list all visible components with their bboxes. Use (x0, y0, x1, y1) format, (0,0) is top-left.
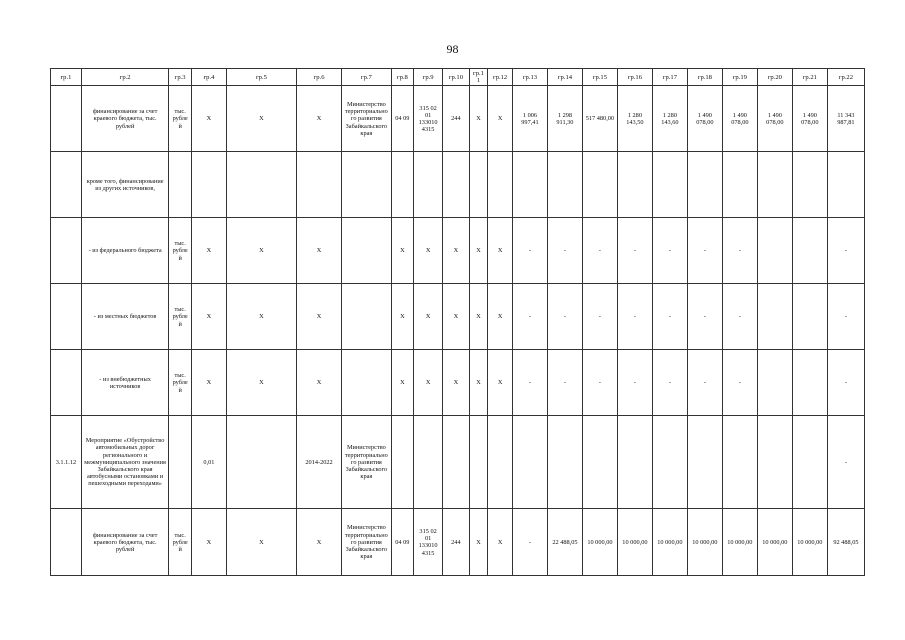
table-cell: 11 343 987,81 (827, 86, 864, 152)
table-cell: 10 000,00 (687, 509, 722, 576)
table-cell: X (488, 284, 513, 350)
table-cell (792, 152, 827, 218)
table-cell: Министерство территориального развития Забайкальского края (342, 86, 391, 152)
table-cell: 1 006 997,41 (512, 86, 547, 152)
column-header: гр.17 (652, 69, 687, 86)
table-cell: X (443, 218, 470, 284)
table-cell: Мероприятие «Обустройство автомобильных дорог регионального и межмуниципального значения Забайкальского края автобусными остановками и пешеходными переходами» (81, 416, 168, 509)
table-cell: 1 490 078,00 (757, 86, 792, 152)
table-cell: 04 09 (391, 509, 414, 576)
table-cell: тыс. рублей (169, 509, 192, 576)
column-header: гр.11 (469, 69, 488, 86)
column-header: гр.19 (722, 69, 757, 86)
table-cell: 22 488,05 (547, 509, 582, 576)
table-cell (757, 218, 792, 284)
column-header: гр.2 (81, 69, 168, 86)
table-cell (469, 152, 488, 218)
table-cell (757, 152, 792, 218)
table-cell (512, 416, 547, 509)
table-cell (757, 416, 792, 509)
table-cell: 1 490 078,00 (687, 86, 722, 152)
table-cell (722, 416, 757, 509)
table-cell (757, 284, 792, 350)
table-cell: - (512, 284, 547, 350)
table-cell: X (226, 218, 296, 284)
table-row (51, 218, 865, 284)
table-cell (827, 152, 864, 218)
table-cell: X (414, 284, 443, 350)
table-cell: X (296, 86, 341, 152)
table-cell: X (191, 350, 226, 416)
table-cell (469, 416, 488, 509)
table-row (51, 509, 865, 576)
table-cell: - из местных бюджетов (81, 284, 168, 350)
table-cell (617, 416, 652, 509)
table-cell: 10 000,00 (757, 509, 792, 576)
table-row (51, 350, 865, 416)
table-cell: - (582, 218, 617, 284)
table-cell (792, 218, 827, 284)
table-cell: - (512, 218, 547, 284)
table-cell: - из федерального бюджета (81, 218, 168, 284)
table-cell: - (512, 509, 547, 576)
table-cell: - (617, 218, 652, 284)
table-cell (414, 416, 443, 509)
table-cell (342, 152, 391, 218)
table-cell (391, 416, 414, 509)
table-cell (617, 152, 652, 218)
column-header: гр.9 (414, 69, 443, 86)
column-header: гр.20 (757, 69, 792, 86)
table-cell (443, 416, 470, 509)
column-header: гр.15 (582, 69, 617, 86)
table-row (51, 86, 865, 152)
table-cell: X (296, 218, 341, 284)
table-cell: 04 09 (391, 86, 414, 152)
column-header: гр.14 (547, 69, 582, 86)
table-cell (792, 416, 827, 509)
table-cell: X (296, 509, 341, 576)
table-cell: X (296, 350, 341, 416)
table-cell: 315 02 01 133010 4315 (414, 509, 443, 576)
table-cell: - (827, 416, 864, 509)
table-cell (169, 416, 192, 509)
table-cell (652, 152, 687, 218)
table-cell: - (512, 350, 547, 416)
table-cell: 1 490 078,00 (722, 86, 757, 152)
table-cell (582, 152, 617, 218)
column-header: гр.1 (51, 69, 82, 86)
column-header: гр.16 (617, 69, 652, 86)
table-cell (722, 152, 757, 218)
table-cell: 92 488,05 (827, 509, 864, 576)
table-cell: X (469, 509, 488, 576)
column-header: гр.7 (342, 69, 391, 86)
column-header: гр.22 (827, 69, 864, 86)
table-cell: 244 (443, 509, 470, 576)
table-cell (512, 152, 547, 218)
table-cell (687, 416, 722, 509)
table-cell: X (488, 86, 513, 152)
table-cell: X (469, 350, 488, 416)
table-cell (226, 152, 296, 218)
table-cell: X (443, 350, 470, 416)
table-cell: X (469, 284, 488, 350)
table-cell (547, 152, 582, 218)
table-cell: X (469, 218, 488, 284)
column-header: гр.8 (391, 69, 414, 86)
table-cell (296, 152, 341, 218)
table-cell: - (827, 350, 864, 416)
table-cell: тыс. рублей (169, 86, 192, 152)
table-cell: - (827, 218, 864, 284)
table-cell: X (391, 350, 414, 416)
table-cell: 1 280 143,60 (652, 86, 687, 152)
table-cell (191, 152, 226, 218)
table-cell (342, 218, 391, 284)
column-header: гр.6 (296, 69, 341, 86)
table-cell: 10 000,00 (582, 509, 617, 576)
table-cell: 10 000,00 (652, 509, 687, 576)
table-cell: - (652, 350, 687, 416)
table-cell: X (191, 86, 226, 152)
table-cell: 10 000,00 (722, 509, 757, 576)
column-header: гр.18 (687, 69, 722, 86)
table-cell: финансирование за счет краевого бюджета, тыс. рублей (81, 509, 168, 576)
table-cell: X (391, 218, 414, 284)
table-cell: тыс. рублей (169, 350, 192, 416)
column-header: гр.3 (169, 69, 192, 86)
table-cell: X (469, 86, 488, 152)
table-cell (51, 152, 82, 218)
table-cell: - (617, 350, 652, 416)
table-row (51, 416, 865, 509)
table-cell (792, 284, 827, 350)
table-cell: - (722, 284, 757, 350)
table-cell: - (547, 284, 582, 350)
table-cell: 1 298 911,30 (547, 86, 582, 152)
table-cell: X (226, 86, 296, 152)
program-table (50, 68, 865, 576)
table-cell: тыс. рублей (169, 218, 192, 284)
table-cell: тыс. рублей (169, 284, 192, 350)
table-cell: X (226, 284, 296, 350)
table-cell (169, 152, 192, 218)
table-cell (547, 416, 582, 509)
table-cell: X (296, 284, 341, 350)
table-cell: - (582, 284, 617, 350)
column-header: гр.5 (226, 69, 296, 86)
header-row (51, 69, 865, 86)
table-cell: Министерство территориального развития Забайкальского края (342, 416, 391, 509)
table-cell: - (582, 350, 617, 416)
table-cell: 315 02 01 133010 4315 (414, 86, 443, 152)
table-cell (687, 152, 722, 218)
table-cell: 517 480,00 (582, 86, 617, 152)
table-cell: - (687, 218, 722, 284)
column-header: гр.21 (792, 69, 827, 86)
table-cell (51, 86, 82, 152)
table-cell (51, 284, 82, 350)
table-cell: - (827, 284, 864, 350)
table-cell (757, 350, 792, 416)
table-cell: 0,01 (191, 416, 226, 509)
table-cell: 244 (443, 86, 470, 152)
table-cell: X (191, 509, 226, 576)
table-row (51, 284, 865, 350)
table-cell (414, 152, 443, 218)
column-header: гр.10 (443, 69, 470, 86)
table-cell (391, 152, 414, 218)
table-cell: - (617, 284, 652, 350)
table-cell: X (191, 218, 226, 284)
table-cell: 1 280 143,50 (617, 86, 652, 152)
table-cell (51, 509, 82, 576)
table-cell: 2014-2022 (296, 416, 341, 509)
table-cell: X (488, 350, 513, 416)
column-header: гр.4 (191, 69, 226, 86)
column-header: гр.13 (512, 69, 547, 86)
table-cell: 1 490 078,00 (792, 86, 827, 152)
table-cell (792, 350, 827, 416)
table-cell (652, 416, 687, 509)
table-cell: - (547, 218, 582, 284)
table-cell: - (722, 350, 757, 416)
table-cell (342, 350, 391, 416)
table-cell: X (226, 509, 296, 576)
table-cell (51, 218, 82, 284)
table-cell (443, 152, 470, 218)
table-cell: - (652, 218, 687, 284)
table-cell: X (191, 284, 226, 350)
table-cell: 10 000,00 (792, 509, 827, 576)
table-cell (51, 350, 82, 416)
table-cell (488, 152, 513, 218)
table-cell (342, 284, 391, 350)
table-cell: X (414, 350, 443, 416)
table-cell: - (687, 350, 722, 416)
table-cell (582, 416, 617, 509)
table-cell (226, 416, 296, 509)
table-cell: 10 000,00 (617, 509, 652, 576)
table-cell: - из внебюджетных источников (81, 350, 168, 416)
table-cell: X (391, 284, 414, 350)
column-header: гр.12 (488, 69, 513, 86)
page-number: 98 (446, 42, 459, 56)
table-cell: - (687, 284, 722, 350)
table-cell: X (443, 284, 470, 350)
table-cell: X (226, 350, 296, 416)
table-cell: Министерство территориального развития Забайкальского края (342, 509, 391, 576)
table-cell: X (488, 509, 513, 576)
table-cell (488, 416, 513, 509)
table-cell: X (414, 218, 443, 284)
table-cell: 3.1.1.12 (51, 416, 82, 509)
table-cell: - (652, 284, 687, 350)
table-cell: - (722, 218, 757, 284)
table-row (51, 152, 865, 218)
table-cell: - (547, 350, 582, 416)
table-cell: кроме того, финансирование из других источников, (81, 152, 168, 218)
table-cell: финансирование за счет краевого бюджета, тыс. рублей (81, 86, 168, 152)
table-cell: X (488, 218, 513, 284)
